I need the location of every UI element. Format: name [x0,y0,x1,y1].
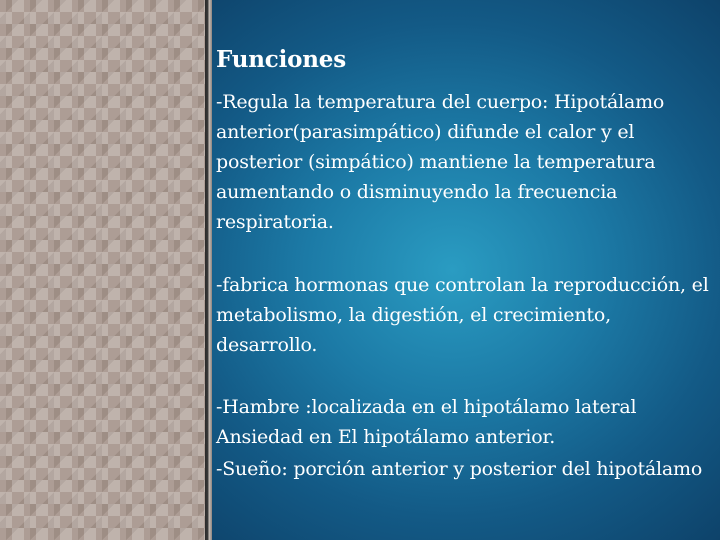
decorative-pattern-panel [0,0,205,540]
paragraph-hunger: -Hambre :localizada en el hipotálamo lateral Ansiedad en El hipotálamo anterior. [216,396,637,448]
panel-divider [205,0,212,540]
slide-title: Funciones [216,46,346,73]
paragraph-temperature: -Regula la temperatura del cuerpo: Hipotálamo anterior(parasimpático) difunde el calor y el posterior (simpático) mantiene la temperatura aumentando o disminuyendo la frecuencia respiratoria. [216,91,665,233]
paragraph-sleep: -Sueño: porción anterior y posterior del hipotálamo [216,458,703,480]
paragraph-hormones: -fabrica hormonas que controlan la reproducción, el metabolismo, la digestión, el crecimiento, desarrollo. [216,274,709,356]
